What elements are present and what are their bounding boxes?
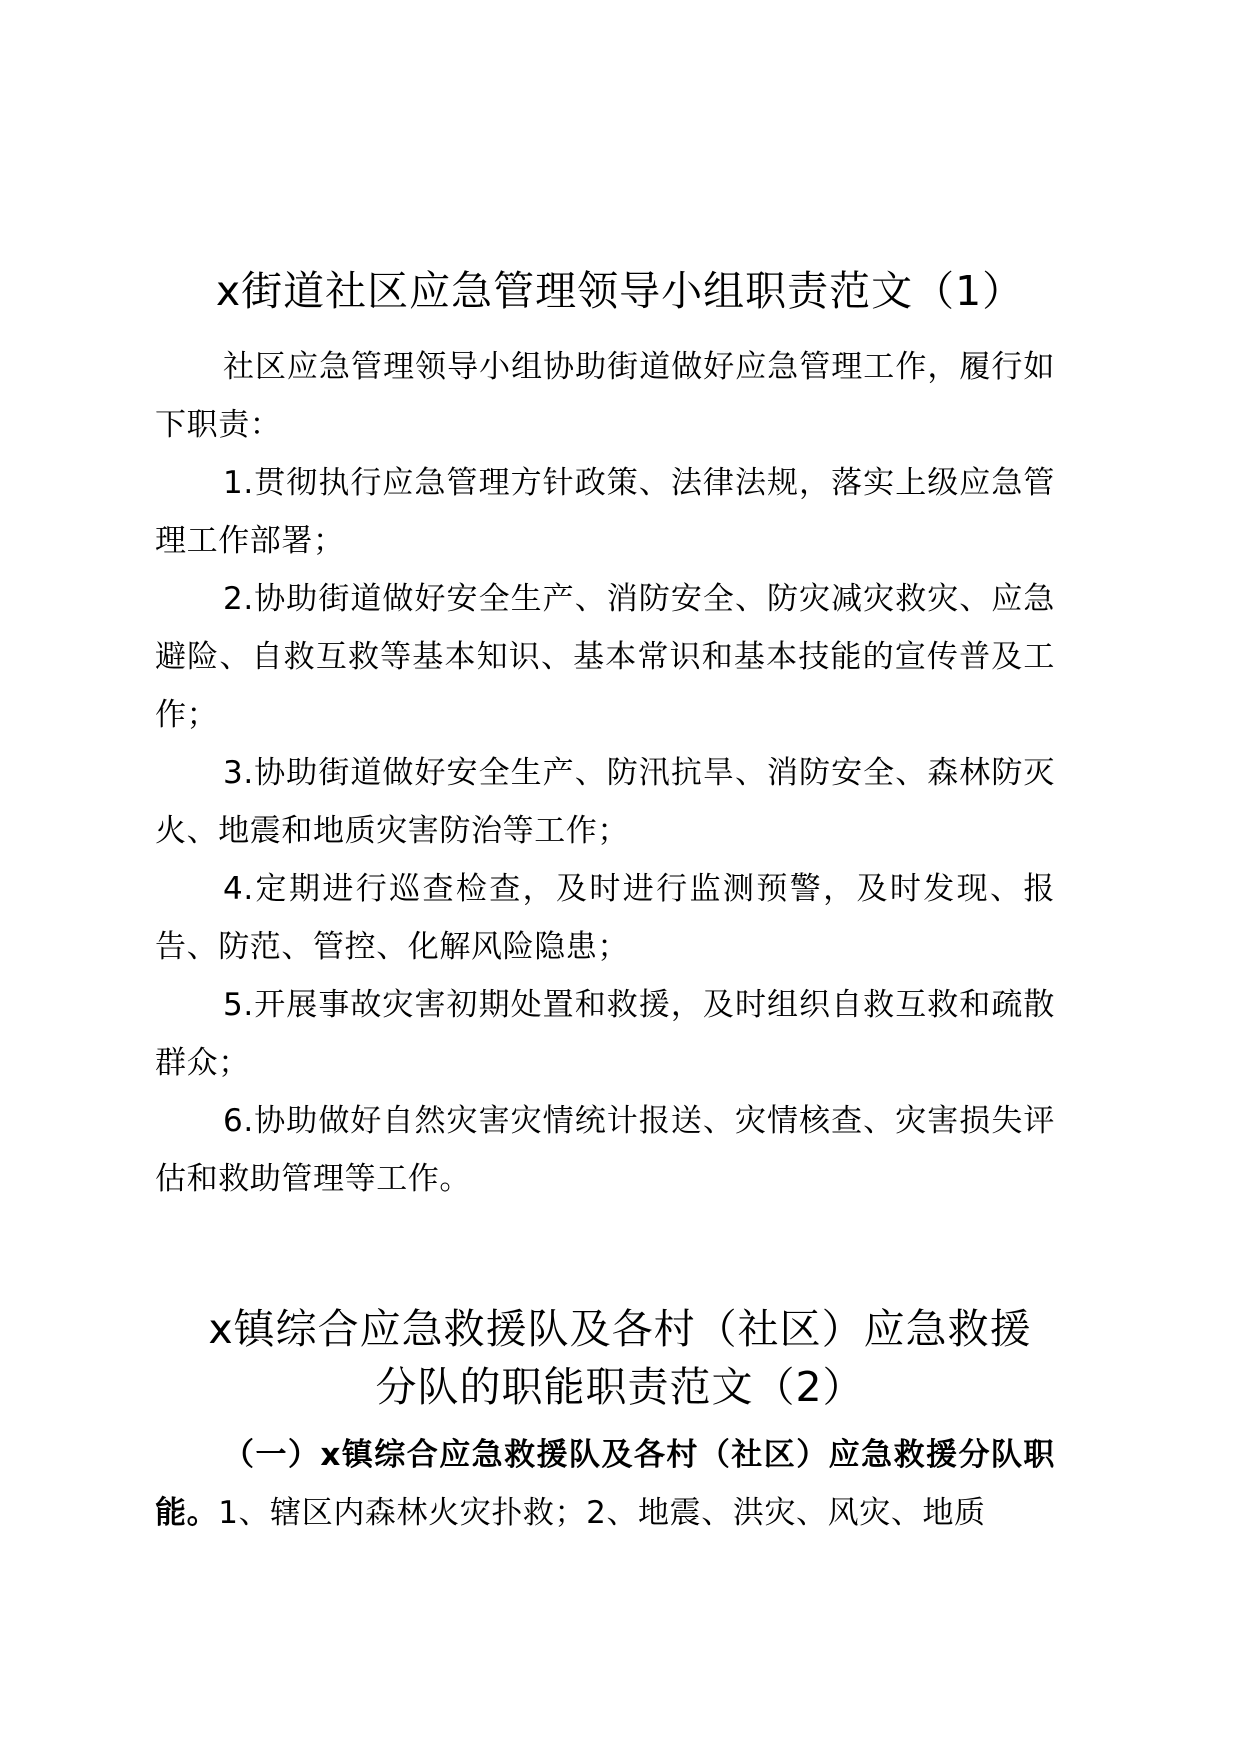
section2-para-1-heading: （一）x镇综合应急救援队及各村（社区）应急救援分队职能。	[155, 1437, 1055, 1531]
section1-intro: 社区应急管理领导小组协助街道做好应急管理工作，履行如下职责：	[155, 349, 1055, 443]
section2-para-1	[155, 1426, 1055, 1542]
section1-item-5: 5.开展事故灾害初期处置和救援，及时组织自救互救和疏散群众；	[155, 987, 1055, 1081]
section1-item-2: 2.协助街道做好安全生产、消防安全、防灾减灾救灾、应急避险、自救互救等基本知识、基本常识和基本技能的宣传普及工作；	[155, 581, 1055, 733]
section1-item-4: 4.定期进行巡查检查，及时进行监测预警，及时发现、报告、防范、管控、化解风险隐患；	[155, 871, 1055, 965]
section1-title: x街道社区应急管理领导小组职责范文（1）	[215, 267, 1025, 315]
section1-item-3: 3.协助街道做好安全生产、防汛抗旱、消防安全、森林防灭火、地震和地质灾害防治等工作；	[155, 755, 1055, 849]
section2-body	[155, 1426, 1055, 1542]
section2-title-line2: 分队的职能职责范文（2）	[375, 1363, 865, 1411]
section2-para-1-text: 1、辖区内森林火灾扑救；2、地震、洪灾、风灾、地质	[218, 1495, 986, 1531]
section1-body	[155, 338, 1055, 1208]
section2-title-line1: x镇综合应急救援队及各村（社区）应急救援	[208, 1305, 1032, 1353]
section2-title	[150, 1300, 1090, 1416]
section1-item-6: 6.协助做好自然灾害灾情统计报送、灾情核查、灾害损失评估和救助管理等工作。	[155, 1103, 1055, 1197]
section1-item-1: 1.贯彻执行应急管理方针政策、法律法规，落实上级应急管理工作部署；	[155, 465, 1055, 559]
